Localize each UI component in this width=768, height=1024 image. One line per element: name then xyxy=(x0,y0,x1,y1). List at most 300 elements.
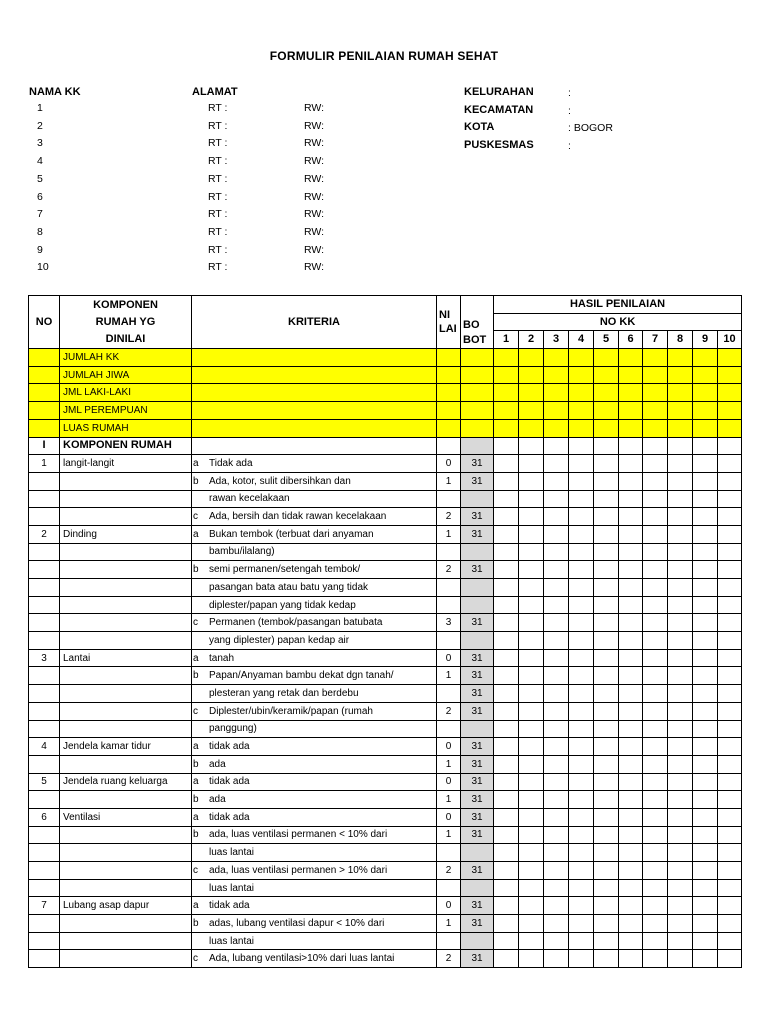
summary-input-cell[interactable] xyxy=(544,349,569,367)
score-input-cell[interactable] xyxy=(519,490,544,508)
score-input-cell[interactable] xyxy=(643,437,668,455)
score-input-cell[interactable] xyxy=(693,915,718,933)
score-input-cell[interactable] xyxy=(718,525,742,543)
score-input-cell[interactable] xyxy=(643,649,668,667)
score-input-cell[interactable] xyxy=(668,950,693,968)
summary-input-cell[interactable] xyxy=(619,402,643,420)
score-input-cell[interactable] xyxy=(544,472,569,490)
score-input-cell[interactable] xyxy=(619,808,643,826)
summary-input-cell[interactable] xyxy=(693,402,718,420)
score-input-cell[interactable] xyxy=(569,915,594,933)
score-input-cell[interactable] xyxy=(544,844,569,862)
score-input-cell[interactable] xyxy=(718,879,742,897)
score-input-cell[interactable] xyxy=(569,879,594,897)
score-input-cell[interactable] xyxy=(643,543,668,561)
score-input-cell[interactable] xyxy=(619,773,643,791)
score-input-cell[interactable] xyxy=(494,685,519,703)
score-input-cell[interactable] xyxy=(544,490,569,508)
score-input-cell[interactable] xyxy=(569,579,594,597)
summary-input-cell[interactable] xyxy=(544,384,569,402)
score-input-cell[interactable] xyxy=(569,525,594,543)
score-input-cell[interactable] xyxy=(569,455,594,473)
score-input-cell[interactable] xyxy=(519,543,544,561)
summary-input-cell[interactable] xyxy=(594,402,619,420)
score-input-cell[interactable] xyxy=(643,702,668,720)
score-input-cell[interactable] xyxy=(643,844,668,862)
score-input-cell[interactable] xyxy=(643,614,668,632)
score-input-cell[interactable] xyxy=(519,649,544,667)
score-input-cell[interactable] xyxy=(693,649,718,667)
score-input-cell[interactable] xyxy=(594,667,619,685)
score-input-cell[interactable] xyxy=(544,720,569,738)
score-input-cell[interactable] xyxy=(668,862,693,880)
score-input-cell[interactable] xyxy=(494,773,519,791)
score-input-cell[interactable] xyxy=(718,667,742,685)
score-input-cell[interactable] xyxy=(519,632,544,650)
score-input-cell[interactable] xyxy=(519,862,544,880)
summary-input-cell[interactable] xyxy=(594,349,619,367)
score-input-cell[interactable] xyxy=(544,614,569,632)
score-input-cell[interactable] xyxy=(519,826,544,844)
score-input-cell[interactable] xyxy=(718,791,742,809)
summary-input-cell[interactable] xyxy=(619,419,643,437)
score-input-cell[interactable] xyxy=(718,844,742,862)
score-input-cell[interactable] xyxy=(594,915,619,933)
score-input-cell[interactable] xyxy=(544,879,569,897)
score-input-cell[interactable] xyxy=(718,579,742,597)
score-input-cell[interactable] xyxy=(594,437,619,455)
score-input-cell[interactable] xyxy=(668,791,693,809)
score-input-cell[interactable] xyxy=(693,950,718,968)
score-input-cell[interactable] xyxy=(569,897,594,915)
score-input-cell[interactable] xyxy=(569,932,594,950)
score-input-cell[interactable] xyxy=(494,738,519,756)
score-input-cell[interactable] xyxy=(519,755,544,773)
summary-input-cell[interactable] xyxy=(437,349,461,367)
score-input-cell[interactable] xyxy=(594,879,619,897)
score-input-cell[interactable] xyxy=(494,525,519,543)
score-input-cell[interactable] xyxy=(494,579,519,597)
score-input-cell[interactable] xyxy=(718,932,742,950)
summary-input-cell[interactable] xyxy=(192,366,437,384)
summary-input-cell[interactable] xyxy=(494,402,519,420)
summary-input-cell[interactable] xyxy=(718,419,742,437)
score-input-cell[interactable] xyxy=(718,490,742,508)
score-input-cell[interactable] xyxy=(643,667,668,685)
score-input-cell[interactable] xyxy=(643,472,668,490)
score-input-cell[interactable] xyxy=(693,879,718,897)
summary-input-cell[interactable] xyxy=(569,349,594,367)
score-input-cell[interactable] xyxy=(619,667,643,685)
score-input-cell[interactable] xyxy=(693,685,718,703)
score-input-cell[interactable] xyxy=(544,915,569,933)
score-input-cell[interactable] xyxy=(494,490,519,508)
score-input-cell[interactable] xyxy=(693,614,718,632)
score-input-cell[interactable] xyxy=(619,950,643,968)
score-input-cell[interactable] xyxy=(718,808,742,826)
score-input-cell[interactable] xyxy=(519,738,544,756)
summary-input-cell[interactable] xyxy=(437,419,461,437)
summary-input-cell[interactable] xyxy=(544,419,569,437)
summary-input-cell[interactable] xyxy=(693,349,718,367)
score-input-cell[interactable] xyxy=(718,897,742,915)
summary-input-cell[interactable] xyxy=(461,366,494,384)
summary-input-cell[interactable] xyxy=(718,366,742,384)
score-input-cell[interactable] xyxy=(668,932,693,950)
score-input-cell[interactable] xyxy=(693,561,718,579)
summary-input-cell[interactable] xyxy=(594,366,619,384)
score-input-cell[interactable] xyxy=(544,561,569,579)
score-input-cell[interactable] xyxy=(544,455,569,473)
summary-input-cell[interactable] xyxy=(693,366,718,384)
score-input-cell[interactable] xyxy=(643,508,668,526)
score-input-cell[interactable] xyxy=(494,755,519,773)
score-input-cell[interactable] xyxy=(693,720,718,738)
score-input-cell[interactable] xyxy=(494,791,519,809)
score-input-cell[interactable] xyxy=(594,632,619,650)
score-input-cell[interactable] xyxy=(718,543,742,561)
score-input-cell[interactable] xyxy=(668,844,693,862)
summary-input-cell[interactable] xyxy=(437,402,461,420)
score-input-cell[interactable] xyxy=(519,667,544,685)
score-input-cell[interactable] xyxy=(569,596,594,614)
score-input-cell[interactable] xyxy=(594,950,619,968)
score-input-cell[interactable] xyxy=(594,932,619,950)
score-input-cell[interactable] xyxy=(693,932,718,950)
summary-input-cell[interactable] xyxy=(643,419,668,437)
summary-input-cell[interactable] xyxy=(619,384,643,402)
score-input-cell[interactable] xyxy=(594,862,619,880)
score-input-cell[interactable] xyxy=(693,525,718,543)
summary-input-cell[interactable] xyxy=(437,366,461,384)
score-input-cell[interactable] xyxy=(544,437,569,455)
score-input-cell[interactable] xyxy=(619,879,643,897)
score-input-cell[interactable] xyxy=(693,808,718,826)
summary-input-cell[interactable] xyxy=(569,384,594,402)
score-input-cell[interactable] xyxy=(643,455,668,473)
score-input-cell[interactable] xyxy=(693,596,718,614)
score-input-cell[interactable] xyxy=(594,773,619,791)
score-input-cell[interactable] xyxy=(619,932,643,950)
summary-input-cell[interactable] xyxy=(594,384,619,402)
score-input-cell[interactable] xyxy=(643,720,668,738)
score-input-cell[interactable] xyxy=(693,543,718,561)
score-input-cell[interactable] xyxy=(494,667,519,685)
score-input-cell[interactable] xyxy=(619,579,643,597)
score-input-cell[interactable] xyxy=(619,685,643,703)
score-input-cell[interactable] xyxy=(668,826,693,844)
score-input-cell[interactable] xyxy=(643,915,668,933)
score-input-cell[interactable] xyxy=(643,879,668,897)
score-input-cell[interactable] xyxy=(569,738,594,756)
score-input-cell[interactable] xyxy=(494,950,519,968)
score-input-cell[interactable] xyxy=(718,632,742,650)
score-input-cell[interactable] xyxy=(619,508,643,526)
score-input-cell[interactable] xyxy=(519,561,544,579)
score-input-cell[interactable] xyxy=(668,561,693,579)
summary-input-cell[interactable] xyxy=(594,419,619,437)
score-input-cell[interactable] xyxy=(619,897,643,915)
summary-input-cell[interactable] xyxy=(519,384,544,402)
score-input-cell[interactable] xyxy=(519,685,544,703)
score-input-cell[interactable] xyxy=(619,702,643,720)
score-input-cell[interactable] xyxy=(718,437,742,455)
score-input-cell[interactable] xyxy=(668,614,693,632)
score-input-cell[interactable] xyxy=(718,702,742,720)
score-input-cell[interactable] xyxy=(594,738,619,756)
score-input-cell[interactable] xyxy=(594,826,619,844)
score-input-cell[interactable] xyxy=(519,844,544,862)
score-input-cell[interactable] xyxy=(643,932,668,950)
score-input-cell[interactable] xyxy=(619,437,643,455)
summary-input-cell[interactable] xyxy=(619,349,643,367)
score-input-cell[interactable] xyxy=(718,508,742,526)
score-input-cell[interactable] xyxy=(643,525,668,543)
score-input-cell[interactable] xyxy=(544,791,569,809)
summary-input-cell[interactable] xyxy=(494,366,519,384)
score-input-cell[interactable] xyxy=(718,720,742,738)
summary-input-cell[interactable] xyxy=(718,402,742,420)
score-input-cell[interactable] xyxy=(693,702,718,720)
summary-input-cell[interactable] xyxy=(718,349,742,367)
score-input-cell[interactable] xyxy=(494,543,519,561)
score-input-cell[interactable] xyxy=(519,808,544,826)
score-input-cell[interactable] xyxy=(668,897,693,915)
score-input-cell[interactable] xyxy=(569,632,594,650)
score-input-cell[interactable] xyxy=(668,720,693,738)
score-input-cell[interactable] xyxy=(544,826,569,844)
score-input-cell[interactable] xyxy=(594,614,619,632)
score-input-cell[interactable] xyxy=(544,738,569,756)
score-input-cell[interactable] xyxy=(594,525,619,543)
score-input-cell[interactable] xyxy=(619,791,643,809)
summary-input-cell[interactable] xyxy=(668,402,693,420)
score-input-cell[interactable] xyxy=(718,915,742,933)
score-input-cell[interactable] xyxy=(594,579,619,597)
score-input-cell[interactable] xyxy=(668,649,693,667)
score-input-cell[interactable] xyxy=(519,614,544,632)
summary-input-cell[interactable] xyxy=(643,402,668,420)
summary-input-cell[interactable] xyxy=(519,349,544,367)
score-input-cell[interactable] xyxy=(693,844,718,862)
score-input-cell[interactable] xyxy=(494,614,519,632)
score-input-cell[interactable] xyxy=(718,614,742,632)
score-input-cell[interactable] xyxy=(594,455,619,473)
score-input-cell[interactable] xyxy=(569,614,594,632)
score-input-cell[interactable] xyxy=(668,808,693,826)
score-input-cell[interactable] xyxy=(668,879,693,897)
summary-input-cell[interactable] xyxy=(668,384,693,402)
score-input-cell[interactable] xyxy=(494,508,519,526)
score-input-cell[interactable] xyxy=(519,525,544,543)
score-input-cell[interactable] xyxy=(668,755,693,773)
score-input-cell[interactable] xyxy=(718,472,742,490)
score-input-cell[interactable] xyxy=(693,472,718,490)
score-input-cell[interactable] xyxy=(668,525,693,543)
score-input-cell[interactable] xyxy=(718,950,742,968)
summary-input-cell[interactable] xyxy=(569,366,594,384)
score-input-cell[interactable] xyxy=(718,455,742,473)
summary-input-cell[interactable] xyxy=(494,349,519,367)
summary-input-cell[interactable] xyxy=(643,384,668,402)
score-input-cell[interactable] xyxy=(594,508,619,526)
score-input-cell[interactable] xyxy=(643,579,668,597)
score-input-cell[interactable] xyxy=(693,455,718,473)
score-input-cell[interactable] xyxy=(643,596,668,614)
summary-input-cell[interactable] xyxy=(192,419,437,437)
score-input-cell[interactable] xyxy=(544,897,569,915)
score-input-cell[interactable] xyxy=(643,632,668,650)
summary-input-cell[interactable] xyxy=(693,419,718,437)
score-input-cell[interactable] xyxy=(619,915,643,933)
summary-input-cell[interactable] xyxy=(668,349,693,367)
score-input-cell[interactable] xyxy=(569,667,594,685)
score-input-cell[interactable] xyxy=(693,632,718,650)
score-input-cell[interactable] xyxy=(594,808,619,826)
summary-input-cell[interactable] xyxy=(544,402,569,420)
score-input-cell[interactable] xyxy=(619,472,643,490)
score-input-cell[interactable] xyxy=(494,561,519,579)
score-input-cell[interactable] xyxy=(569,755,594,773)
summary-input-cell[interactable] xyxy=(569,402,594,420)
score-input-cell[interactable] xyxy=(544,685,569,703)
score-input-cell[interactable] xyxy=(718,826,742,844)
score-input-cell[interactable] xyxy=(693,437,718,455)
score-input-cell[interactable] xyxy=(569,685,594,703)
score-input-cell[interactable] xyxy=(494,472,519,490)
summary-input-cell[interactable] xyxy=(494,384,519,402)
score-input-cell[interactable] xyxy=(544,596,569,614)
score-input-cell[interactable] xyxy=(494,649,519,667)
score-input-cell[interactable] xyxy=(619,738,643,756)
score-input-cell[interactable] xyxy=(643,773,668,791)
score-input-cell[interactable] xyxy=(519,720,544,738)
summary-input-cell[interactable] xyxy=(569,419,594,437)
score-input-cell[interactable] xyxy=(643,897,668,915)
score-input-cell[interactable] xyxy=(643,862,668,880)
score-input-cell[interactable] xyxy=(519,950,544,968)
summary-input-cell[interactable] xyxy=(461,402,494,420)
score-input-cell[interactable] xyxy=(668,490,693,508)
score-input-cell[interactable] xyxy=(569,862,594,880)
summary-input-cell[interactable] xyxy=(668,366,693,384)
score-input-cell[interactable] xyxy=(668,508,693,526)
score-input-cell[interactable] xyxy=(494,844,519,862)
score-input-cell[interactable] xyxy=(619,755,643,773)
summary-input-cell[interactable] xyxy=(668,419,693,437)
summary-input-cell[interactable] xyxy=(192,402,437,420)
score-input-cell[interactable] xyxy=(668,915,693,933)
score-input-cell[interactable] xyxy=(619,720,643,738)
score-input-cell[interactable] xyxy=(643,738,668,756)
score-input-cell[interactable] xyxy=(594,720,619,738)
score-input-cell[interactable] xyxy=(544,950,569,968)
score-input-cell[interactable] xyxy=(643,826,668,844)
score-input-cell[interactable] xyxy=(594,791,619,809)
score-input-cell[interactable] xyxy=(693,826,718,844)
score-input-cell[interactable] xyxy=(668,543,693,561)
score-input-cell[interactable] xyxy=(718,773,742,791)
score-input-cell[interactable] xyxy=(594,702,619,720)
score-input-cell[interactable] xyxy=(519,579,544,597)
score-input-cell[interactable] xyxy=(693,738,718,756)
score-input-cell[interactable] xyxy=(668,596,693,614)
score-input-cell[interactable] xyxy=(619,490,643,508)
score-input-cell[interactable] xyxy=(519,437,544,455)
score-input-cell[interactable] xyxy=(569,808,594,826)
score-input-cell[interactable] xyxy=(544,543,569,561)
score-input-cell[interactable] xyxy=(569,508,594,526)
score-input-cell[interactable] xyxy=(594,596,619,614)
score-input-cell[interactable] xyxy=(569,543,594,561)
score-input-cell[interactable] xyxy=(544,862,569,880)
score-input-cell[interactable] xyxy=(519,915,544,933)
score-input-cell[interactable] xyxy=(668,667,693,685)
score-input-cell[interactable] xyxy=(594,755,619,773)
score-input-cell[interactable] xyxy=(544,525,569,543)
score-input-cell[interactable] xyxy=(494,897,519,915)
summary-input-cell[interactable] xyxy=(619,366,643,384)
score-input-cell[interactable] xyxy=(494,808,519,826)
score-input-cell[interactable] xyxy=(668,773,693,791)
summary-input-cell[interactable] xyxy=(192,349,437,367)
score-input-cell[interactable] xyxy=(594,561,619,579)
score-input-cell[interactable] xyxy=(594,490,619,508)
score-input-cell[interactable] xyxy=(594,685,619,703)
summary-input-cell[interactable] xyxy=(461,384,494,402)
score-input-cell[interactable] xyxy=(519,508,544,526)
score-input-cell[interactable] xyxy=(643,791,668,809)
score-input-cell[interactable] xyxy=(718,561,742,579)
score-input-cell[interactable] xyxy=(619,862,643,880)
score-input-cell[interactable] xyxy=(494,437,519,455)
summary-input-cell[interactable] xyxy=(437,384,461,402)
score-input-cell[interactable] xyxy=(544,579,569,597)
score-input-cell[interactable] xyxy=(594,844,619,862)
score-input-cell[interactable] xyxy=(718,685,742,703)
score-input-cell[interactable] xyxy=(693,897,718,915)
score-input-cell[interactable] xyxy=(569,649,594,667)
score-input-cell[interactable] xyxy=(693,791,718,809)
score-input-cell[interactable] xyxy=(569,561,594,579)
score-input-cell[interactable] xyxy=(494,915,519,933)
score-input-cell[interactable] xyxy=(668,702,693,720)
score-input-cell[interactable] xyxy=(569,472,594,490)
score-input-cell[interactable] xyxy=(519,596,544,614)
score-input-cell[interactable] xyxy=(519,773,544,791)
summary-input-cell[interactable] xyxy=(494,419,519,437)
score-input-cell[interactable] xyxy=(619,543,643,561)
score-input-cell[interactable] xyxy=(519,455,544,473)
score-input-cell[interactable] xyxy=(569,950,594,968)
score-input-cell[interactable] xyxy=(668,579,693,597)
score-input-cell[interactable] xyxy=(494,826,519,844)
score-input-cell[interactable] xyxy=(693,862,718,880)
score-input-cell[interactable] xyxy=(494,632,519,650)
summary-input-cell[interactable] xyxy=(461,349,494,367)
score-input-cell[interactable] xyxy=(544,632,569,650)
score-input-cell[interactable] xyxy=(668,455,693,473)
score-input-cell[interactable] xyxy=(693,508,718,526)
score-input-cell[interactable] xyxy=(569,702,594,720)
score-input-cell[interactable] xyxy=(643,490,668,508)
score-input-cell[interactable] xyxy=(569,437,594,455)
score-input-cell[interactable] xyxy=(569,490,594,508)
score-input-cell[interactable] xyxy=(569,791,594,809)
score-input-cell[interactable] xyxy=(619,525,643,543)
score-input-cell[interactable] xyxy=(619,455,643,473)
summary-input-cell[interactable] xyxy=(192,384,437,402)
